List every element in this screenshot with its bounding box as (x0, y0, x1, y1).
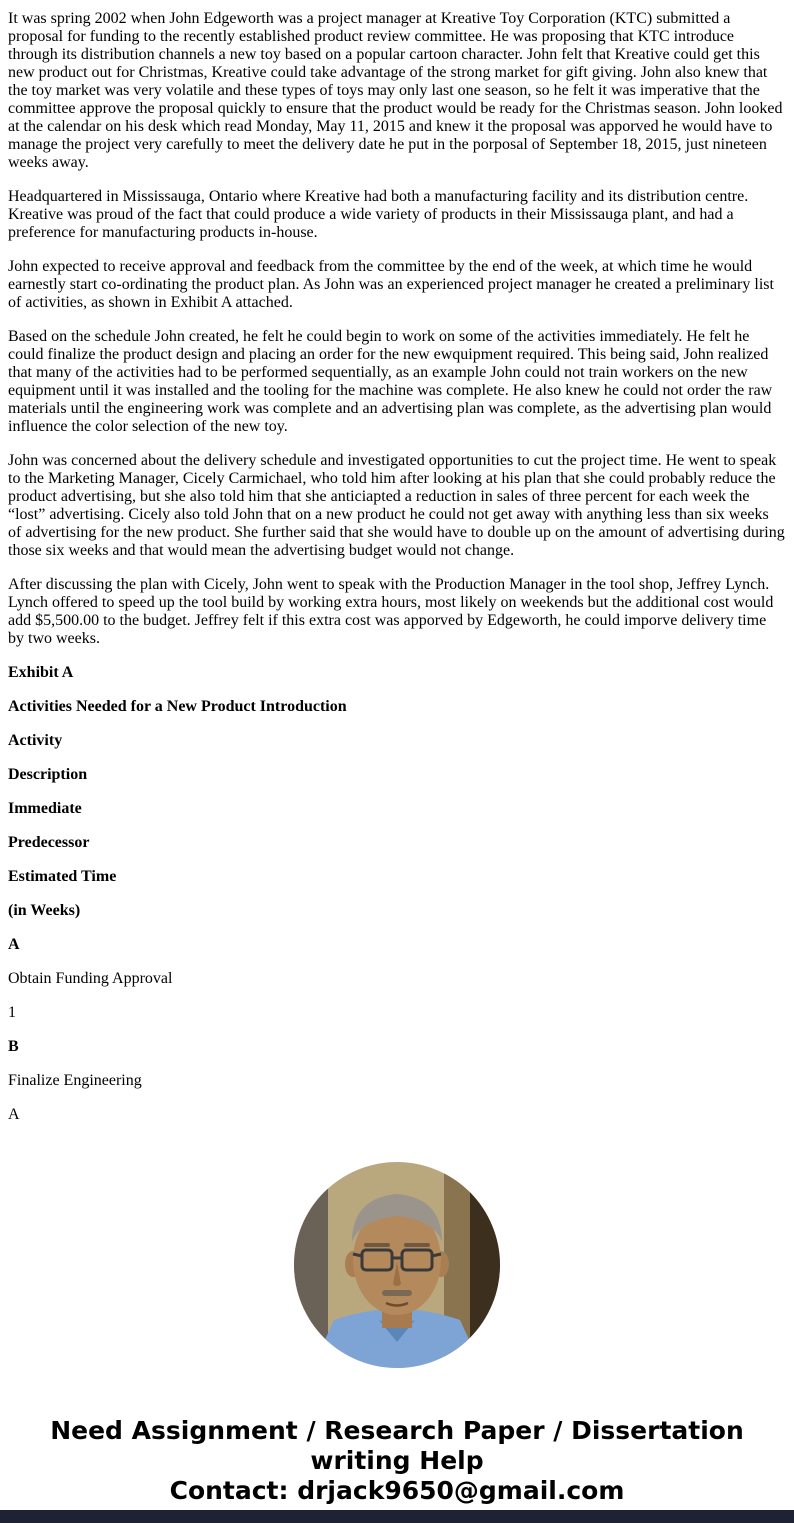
exhibit-row-a-time: 1 (8, 1004, 16, 1021)
footer-contact-text: Contact: drjack9650@gmail.com (169, 1476, 625, 1505)
exhibit-row-b-description: Finalize Engineering (8, 1072, 142, 1089)
exhibit-row-a-id: A (8, 936, 20, 953)
marketing-paragraph: John was concerned about the delivery schedule and investigated opportunities to cut the project time. He went to speak to the Marketing Manager, Cicely Carmichael, who told him after looking at his plan that she could probably reduce the product advertising, but she also told him that she anticiapted a reduction in sales of three percent for each week the “lost” advertising. Cicely also told John that on a new product he could not get away with anything less than six weeks of advertising for the new product. She further said that she would have to double up on the amount of advertising during those six weeks and that would mean the advertising budget would not change. (8, 452, 785, 559)
exhibit-col-estimated-time: Estimated Time (8, 868, 117, 885)
schedule-paragraph: Based on the schedule John created, he felt he could begin to work on some of the activities immediately. He felt he could finalize the product design and placing an order for the new ewquipment required. This being said, John realized that many of the activities had to be performed sequentially, as an example John could not train workers on the new equipment until it was installed and the tooling for the machine was complete. He also knew he could not order the raw materials until the engineering work was complete and an advertising plan was complete, as the advertising plan would influence the color selection of the new toy. (8, 328, 773, 435)
footer-help-text: Need Assignment / Research Paper / Dissertation writing Help (50, 1416, 744, 1475)
portrait-image (294, 1162, 500, 1368)
exhibit-row-b-id: B (8, 1038, 19, 1055)
exhibit-col-predecessor: Predecessor (8, 834, 90, 851)
exhibit-title: Activities Needed for a New Product Introduction (8, 698, 347, 715)
approval-paragraph: John expected to receive approval and feedback from the committee by the end of the week, at which time he would earnestly start co-ordinating the product plan. As John was an experienced project manager he created a preliminary list of activities, as shown in Exhibit A attached. (8, 258, 774, 311)
exhibit-row-a-description: Obtain Funding Approval (8, 970, 173, 987)
exhibit-a-heading: Exhibit A (8, 664, 74, 681)
exhibit-col-description: Description (8, 766, 88, 783)
instructor-portrait-photo (294, 1162, 500, 1368)
bottom-bar (0, 1510, 794, 1523)
exhibit-col-in-weeks: (in Weeks) (8, 902, 81, 919)
exhibit-col-activity: Activity (8, 732, 63, 749)
footer (8, 1416, 786, 1506)
headquarters-paragraph: Headquartered in Mississauga, Ontario where Kreative had both a manufacturing facility and its distribution centre. Kreative was proud of the fact that could produce a wide variety of products in their Mississauga plant, and had a preference for manufacturing products in-house. (8, 188, 749, 241)
exhibit-row-b-predecessor: A (8, 1106, 20, 1123)
intro-paragraph: It was spring 2002 when John Edgeworth was a project manager at Kreative Toy Corporation (KTC) submitted a proposal for funding to the recently established product review committee. He was proposing that KTC introduce through its distribution channels a new toy based on a popular cartoon character. John felt that Kreative could get this new product out for Christmas, Kreative could take advantage of the strong market for gift giving. John also knew that the toy market was very volatile and these types of toys may only last one season, so he felt it was imperative that the committee approve the proposal quickly to ensure that the product would be ready for the Christmas season. John looked at the calendar on his desk which read Monday, May 11, 2015 and knew it the proposal was apporved he would have to manage the project very carefully to meet the delivery date he put in the porposal of September 18, 2015, just nineteen weeks away. (8, 10, 783, 171)
production-paragraph: After discussing the plan with Cicely, John went to speak with the Production Manager in the tool shop, Jeffrey Lynch. Lynch offered to speed up the tool build by working extra hours, most likely on weekends but the additional cost would add $5,500.00 to the budget. Jeffrey felt if this extra cost was apporved by Edgeworth, he could imporve delivery time by two weeks. (8, 576, 774, 647)
exhibit-col-immediate: Immediate (8, 800, 82, 817)
